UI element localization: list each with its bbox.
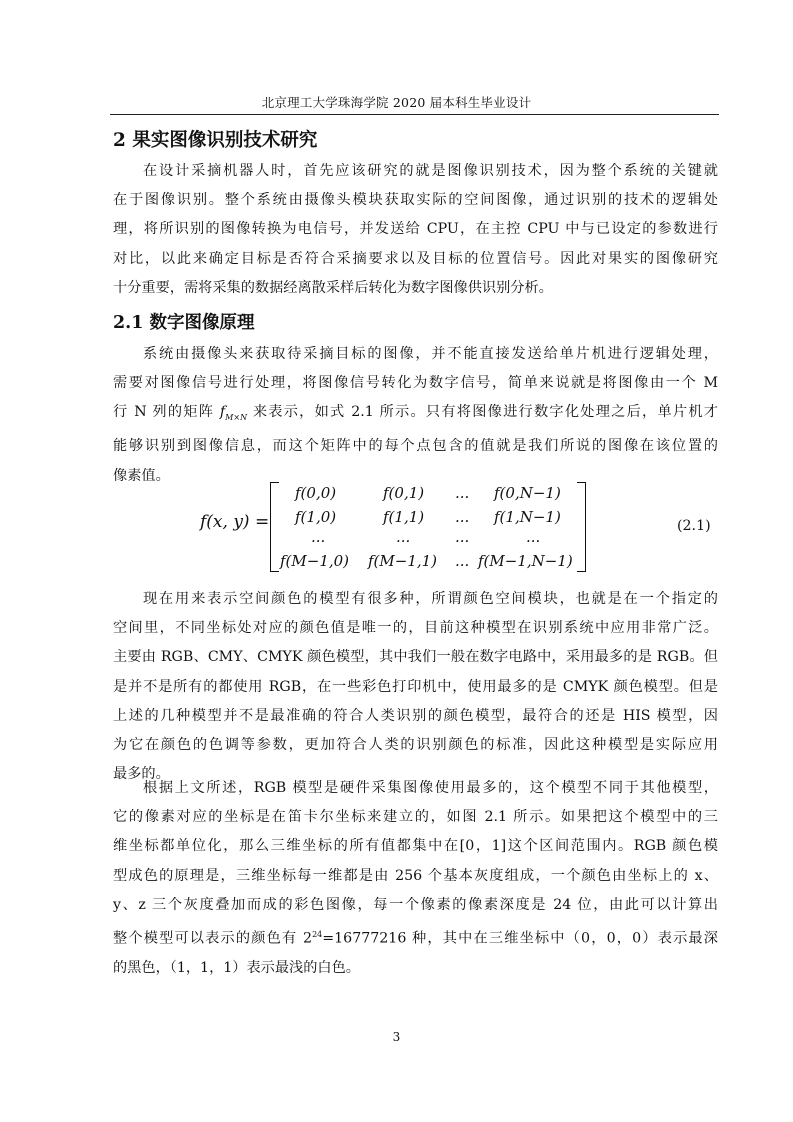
paragraph-line: 十分重要，需将采集的数据经离散采样后转化为数字图像供识别分析。: [113, 279, 553, 296]
matrix-cell: ...: [396, 528, 411, 546]
paragraph-line: 型成色的原理是，三维坐标每一维都是由 256 个基本灰度组成，一个颜色由坐标上的 x、: [113, 867, 718, 884]
equation-number: (2.1): [677, 518, 711, 534]
matrix-cell: f(M−1,1): [368, 552, 438, 570]
header-rule: [110, 114, 719, 115]
paragraph-line: 在设计采摘机器人时，首先应该研究的就是图像识别技术，因为整个系统的关键就: [143, 163, 718, 179]
matrix-equation: [200, 478, 720, 578]
subsection-heading: 2.1 数字图像原理: [113, 313, 255, 333]
matrix-cell: f(1,0): [295, 508, 337, 526]
paragraph-line: 维坐标都单位化，那么三维坐标的所有值都集中在[0，1]这个区间范围内。RGB 颜色模: [113, 838, 718, 855]
paragraph-line: 最多的。: [113, 766, 170, 783]
matrix-cell: ...: [455, 484, 470, 502]
paragraph-line: y、z 三个灰度叠加而成的彩色图像，每一个像素的像素深度是 24 位，由此可以计算出: [113, 896, 718, 913]
left-bracket: [270, 482, 279, 572]
exponent: 24: [312, 930, 323, 940]
page-number: 3: [392, 1030, 401, 1044]
paragraph-line: 能够识别到图像信息，而这个矩阵中的每个点包含的值就是我们所说的图像在该位置的: [113, 438, 718, 455]
paragraph-line: 它的像素对应的坐标是在笛卡尔坐标来建立的，如图 2.1 所示。如果把这个模型中的三: [113, 809, 718, 826]
matrix-cell: ...: [455, 528, 470, 546]
paragraph-line: 上述的几种模型并不是最准确的符合人类识别的颜色模型，最符合的还是 HIS 模型，因: [113, 707, 718, 724]
paragraph-line: 系统由摄像头来获取待采摘目标的图像，并不能直接发送给单片机进行逻辑处理，: [143, 346, 718, 362]
paragraph-line: 为它在颜色的色调等参数，更加符合人类的识别颜色的标准，因此这种模型是实际应用: [113, 737, 718, 754]
paragraph-line: 现在用来表示空间颜色的模型有很多种，所谓颜色空间模块，也就是在一个指定的: [143, 591, 718, 607]
matrix-cell: f(0,N−1): [494, 484, 561, 502]
inline-text: 行 N 列的矩阵: [113, 404, 220, 421]
matrix-cell: f(0,1): [383, 484, 425, 502]
matrix-cell: f(1,N−1): [494, 508, 561, 526]
inline-text: =16777216 种，其中在三维坐标中（0，0，0）表示最深: [322, 930, 718, 947]
matrix-symbol: f: [219, 404, 226, 421]
matrix-cell: f(1,1): [383, 508, 425, 526]
paragraph-line: 对比，以此来确定目标是否符合采摘要求以及目标的位置信号。因此对果实的图像研究: [113, 250, 718, 267]
matrix-subscript: M×N: [225, 413, 248, 423]
paragraph-intro: [113, 157, 718, 303]
paragraph-line: 需要对图像信号进行处理，将图像信号转化为数字信号，简单来说就是将图像由一个 M: [113, 375, 718, 392]
matrix-cell: ...: [455, 508, 470, 526]
paragraph-line: 像素值。: [113, 467, 170, 484]
paragraph-line: [113, 398, 718, 432]
paragraph-line: [113, 920, 718, 954]
paragraph-line: 是并不是所有的都使用 RGB，在一些彩色打印机中，使用最多的是 CMYK 颜色模型。但是: [113, 678, 718, 695]
matrix-cell: ...: [455, 552, 470, 570]
inline-text: 整个模型可以表示的颜色有 2: [113, 930, 313, 947]
matrix-cell: f(M−1,0): [280, 552, 350, 570]
inline-text: 来表示，如式 2.1 所示。只有将图像进行数字化处理之后，单片机才: [247, 404, 718, 421]
paragraph-line: 空间里，不同坐标处对应的颜色值是唯一的，目前这种模型在识别系统中应用非常广泛。: [113, 620, 718, 637]
matrix-cell: f(M−1,N−1): [478, 552, 573, 570]
paragraph-line: 理，将所识别的图像转换为电信号，并发送给 CPU，在主控 CPU 中与已设定的参数进行: [113, 221, 718, 238]
running-header: 北京理工大学珠海学院 2020 届本科生毕业设计: [261, 95, 532, 110]
paragraph-color-models: [113, 585, 718, 789]
paragraph-line: 主要由 RGB、CMY、CMYK 颜色模型，其中我们一般在数字电路中，采用最多的是 RGB。但: [113, 649, 718, 666]
paragraph-line: 在于图像识别。整个系统由摄像头模块获取实际的空间图像，通过识别的技术的逻辑处: [113, 192, 718, 209]
paragraph-line: 的黑色，（1，1，1）表示最浅的白色。: [113, 959, 360, 976]
paragraph-line: 根据上文所述，RGB 模型是硬件采集图像使用最多的，这个模型不同于其他模型，: [143, 780, 718, 796]
section-heading: 2 果实图像识别技术研究: [113, 130, 318, 151]
paragraph-digital-image: [113, 340, 718, 491]
right-bracket: [577, 482, 586, 572]
paragraph-rgb-model: [113, 774, 718, 983]
matrix-cell: f(0,0): [295, 484, 337, 502]
matrix-cell: ...: [311, 528, 326, 546]
matrix-cell: ...: [526, 528, 541, 546]
equation-lhs: f(x, y) =: [200, 512, 270, 532]
